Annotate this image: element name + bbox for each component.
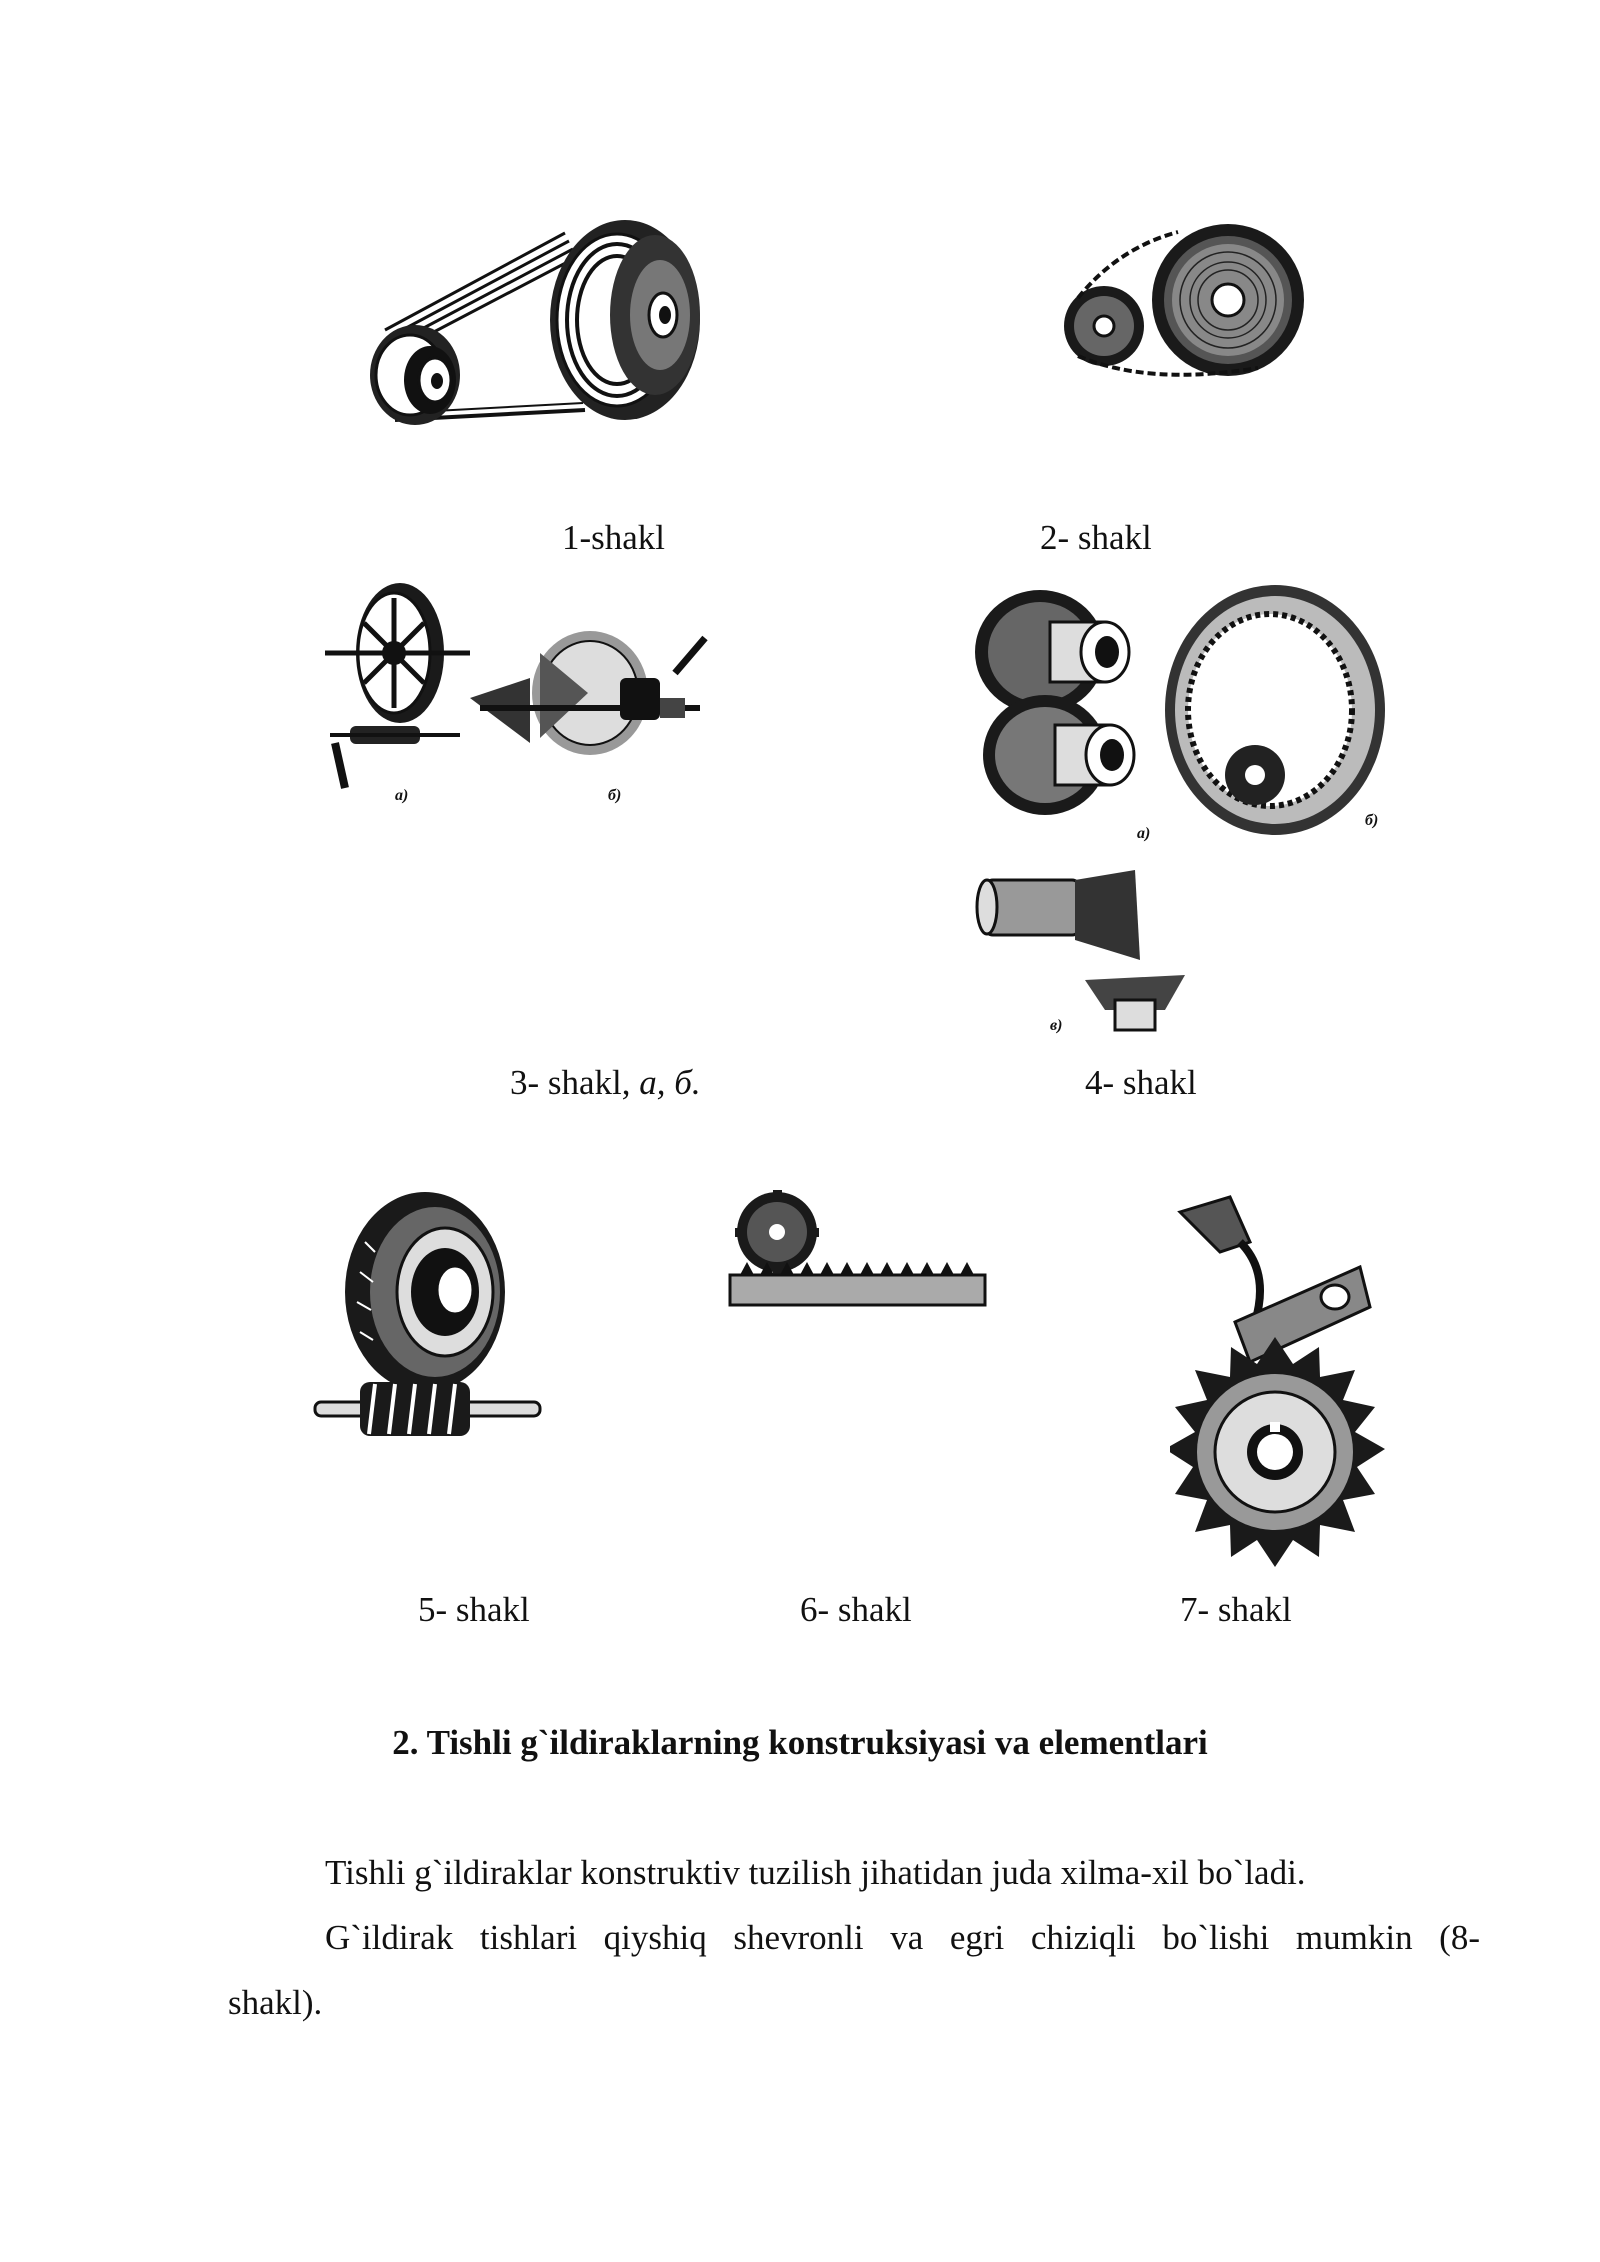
ratchet-illustration (1170, 1192, 1415, 1567)
figure-6-caption: 6- shakl (800, 1590, 912, 1629)
gear-types-illustration (965, 580, 1390, 1040)
figure-3-sublabel-b: б) (608, 787, 622, 804)
figure-4-sublabel-c: в) (1050, 1017, 1063, 1034)
figure-5-caption: 5- shakl (418, 1590, 530, 1629)
worm-gear-icon (305, 1192, 550, 1457)
figure-3-sublabel-a: а) (395, 787, 409, 804)
worm-gear-illustration (305, 1192, 550, 1457)
belt-drive-icon (355, 215, 730, 435)
chain-drive-illustration (1058, 218, 1310, 388)
figure-4-sublabel-a: а) (1137, 825, 1151, 842)
figure-2-caption: 2- shakl (1040, 518, 1152, 557)
section-heading: 2. Tishli g`ildiraklarning konstruksiyasi va elementlari (392, 1723, 1208, 1762)
ratchet-icon (1170, 1192, 1415, 1567)
chain-drive-icon (1058, 218, 1310, 388)
paragraph-1: Tishli g`ildiraklar konstruktiv tuzilish jihatidan juda xilma-xil bo`ladi. (325, 1853, 1306, 1892)
figure-4-sublabel-b: б) (1365, 812, 1379, 829)
paragraph-2-line-1: G`ildirak tishlari qiyshiq shevronli va egri chiziqli bo`lishi mumkin (8- (325, 1918, 1480, 1957)
rack-pinion-icon (725, 1190, 990, 1320)
belt-drive-illustration (355, 215, 730, 435)
figure-7-caption: 7- shakl (1180, 1590, 1292, 1629)
friction-drive-icon (320, 578, 760, 813)
paragraph-2-line-2: shakl). (228, 1983, 323, 2022)
figure-3-caption-italic: а, б. (630, 1063, 701, 1102)
figure-3-caption (510, 1063, 701, 1103)
figure-4-caption: 4- shakl (1085, 1063, 1197, 1102)
rack-pinion-illustration (725, 1190, 990, 1320)
figure-1-caption: 1-shakl (562, 518, 666, 557)
friction-drive-illustration (320, 578, 760, 813)
figure-3-caption-text: 3- shakl, (510, 1063, 631, 1102)
gear-types-icon (965, 580, 1390, 1040)
